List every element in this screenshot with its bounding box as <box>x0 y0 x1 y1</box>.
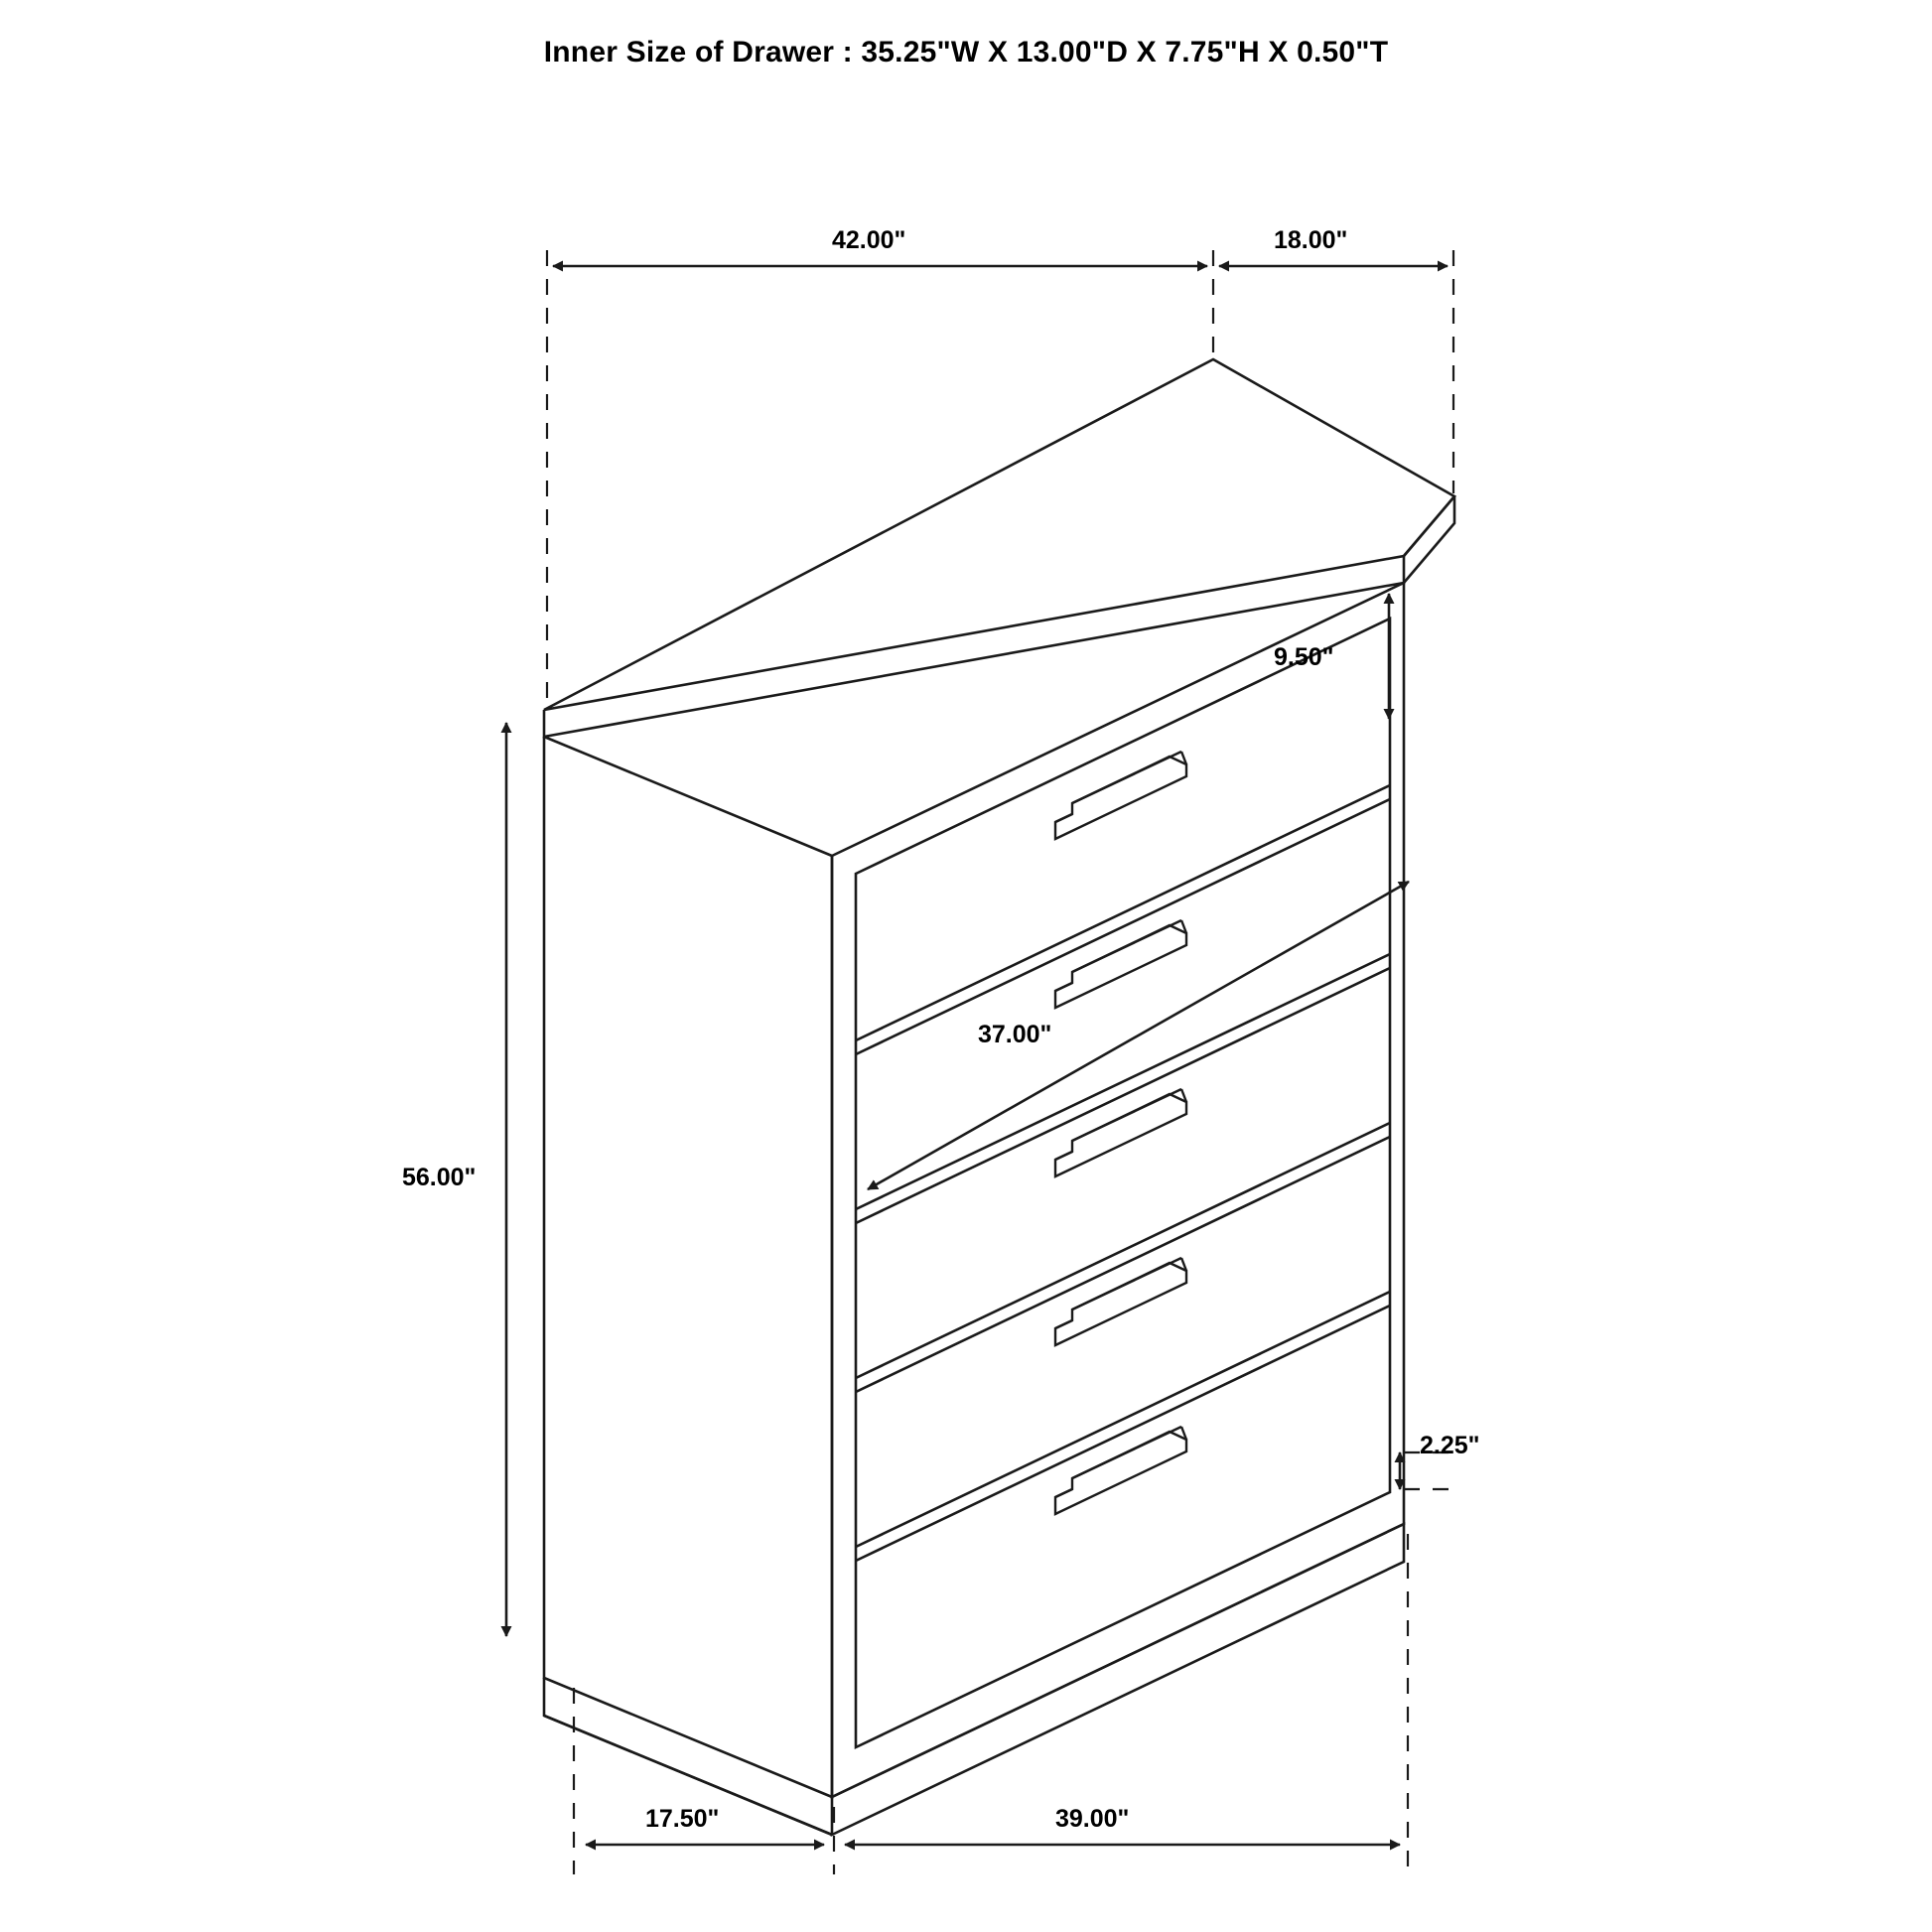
drawer-divider-2b <box>856 968 1390 1223</box>
dim-arrow-37in <box>868 882 1409 1189</box>
dim-label-drawer-face-height: 9.50" <box>1274 643 1334 671</box>
dim-label-top-depth: 18.00" <box>1274 226 1348 254</box>
dim-label-overall-height: 56.00" <box>402 1164 477 1191</box>
chest-front-face <box>832 583 1404 1797</box>
drawer-handle-5 <box>1055 1427 1186 1514</box>
chest-top-right-edge <box>1404 496 1454 556</box>
dim-label-base-height: 2.25" <box>1420 1432 1480 1459</box>
drawer-divider-4a <box>856 1292 1390 1547</box>
chest-front-inner-frame <box>856 619 1390 1747</box>
drawer-divider-3b <box>856 1137 1390 1392</box>
page-title: Inner Size of Drawer : 35.25"W X 13.00"D X 7.75"H X 0.50"T <box>543 36 1389 69</box>
chest-top-right-thickness <box>1404 496 1454 583</box>
drawer-handle-2 <box>1055 920 1186 1008</box>
drawer-divider-1a <box>856 785 1390 1040</box>
drawer-divider-4b <box>856 1306 1390 1561</box>
chest-base-front <box>832 1524 1404 1835</box>
dim-label-base-width: 39.00" <box>1055 1805 1130 1833</box>
drawer-handle-4 <box>1055 1258 1186 1345</box>
dim-label-drawer-front-width: 37.00" <box>978 1021 1052 1048</box>
chest-left-side-panel <box>544 737 832 1797</box>
drawer-divider-2a <box>856 954 1390 1209</box>
drawer-divider-1b <box>856 799 1390 1054</box>
drawer-handle-1 <box>1055 752 1186 839</box>
chest-left-top-join <box>544 737 832 856</box>
dim-label-base-depth: 17.50" <box>645 1805 720 1833</box>
drawer-handle-3 <box>1055 1089 1186 1176</box>
drawer-divider-3a <box>856 1123 1390 1378</box>
chest-body <box>544 359 1454 1835</box>
dimension-extension-lines <box>547 250 1459 1874</box>
dim-label-top-width: 42.00" <box>832 226 906 254</box>
